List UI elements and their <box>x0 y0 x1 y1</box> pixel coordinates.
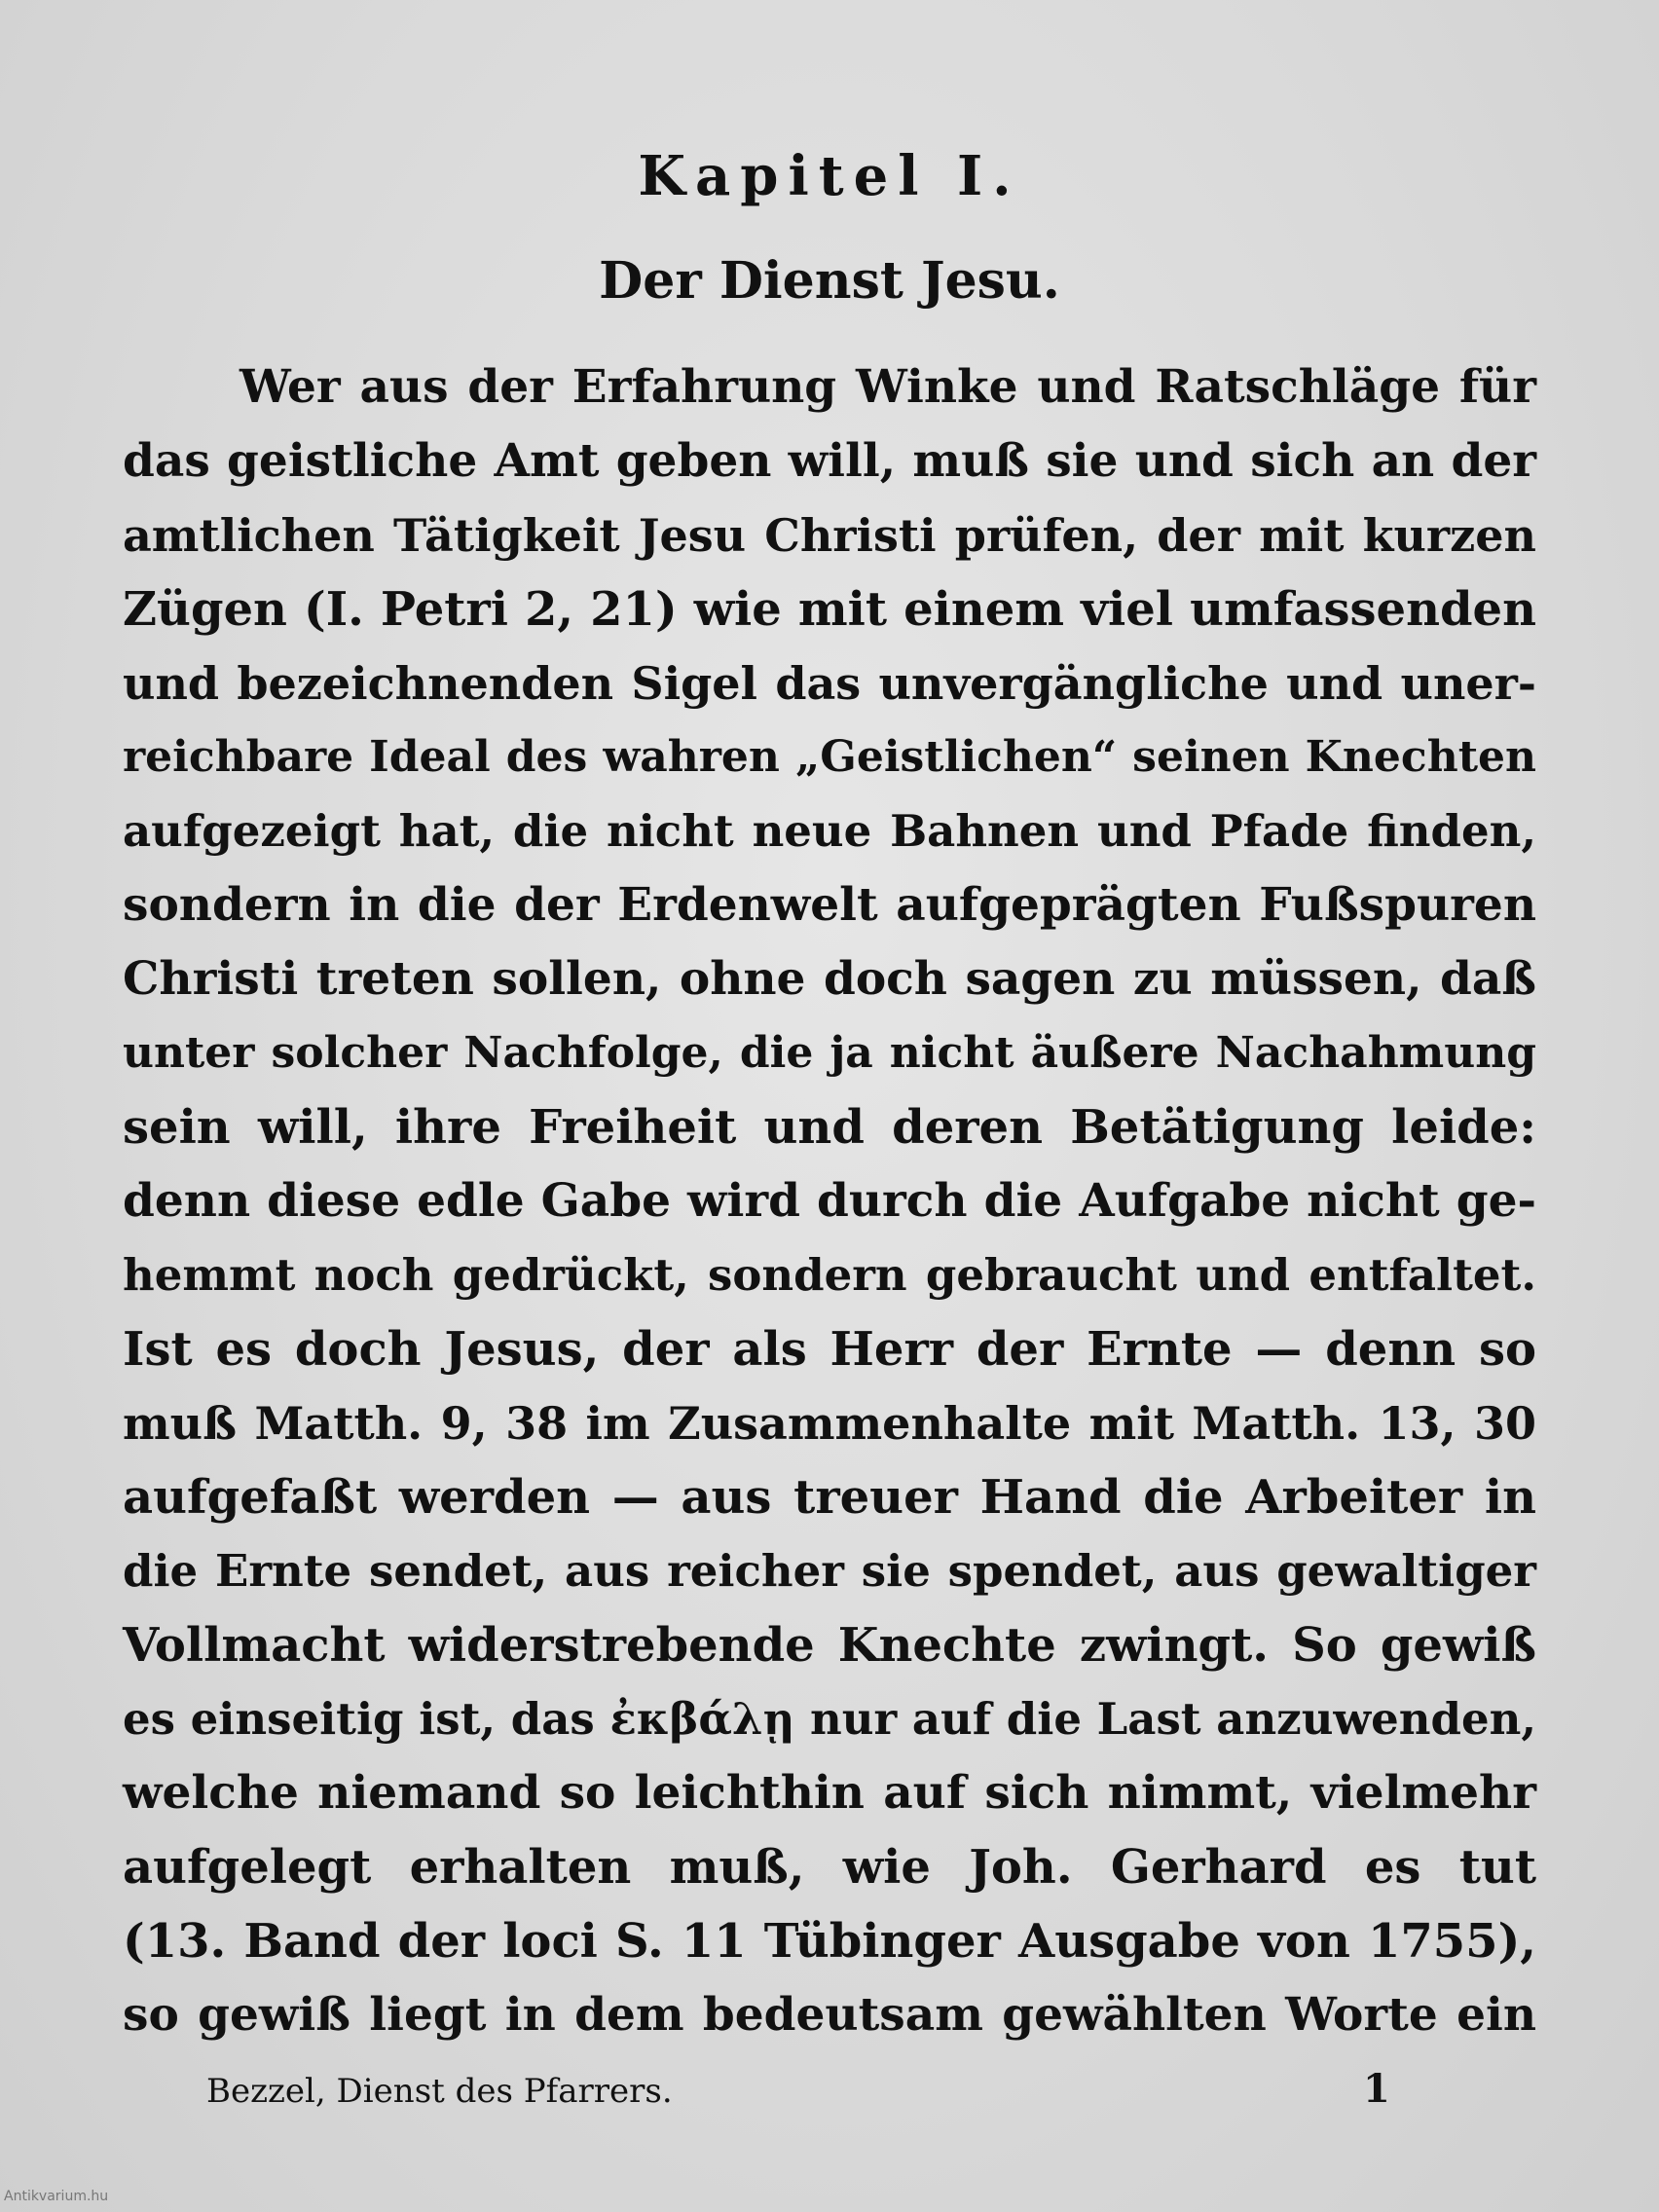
text-line: (13. Band der loci S. 11 Tübinger Ausgabe von 1755), <box>123 1914 1536 1969</box>
text-line: und bezeichnenden Sigel das unvergängliche und uner- <box>123 657 1536 710</box>
chapter-subtitle: Der Dienst Jesu. <box>599 251 1060 311</box>
text-line: Christi treten sollen, ohne doch sagen zu müssen, daß <box>123 952 1536 1006</box>
text-line: aufgefaßt werden — aus treuer Hand die Arbeiter in <box>123 1470 1536 1525</box>
text-line: Zügen (I. Petri 2, 21) wie mit einem viel umfassenden <box>123 582 1536 637</box>
text-line: sondern in die der Erdenwelt aufgeprägten Fußspuren <box>123 878 1536 932</box>
text-line: amtlichen Tätigkeit Jesu Christi prüfen, der mit kurzen <box>123 509 1536 562</box>
text-line: reichbare Ideal des wahren „Geistlichen“ seinen Knechten <box>123 732 1536 782</box>
text-line: aufgelegt erhalten muß, wie Joh. Gerhard es tut <box>123 1840 1536 1895</box>
text-line: welche niemand so leichthin auf sich nimmt, vielmehr <box>123 1766 1536 1820</box>
text-line: so gewiß liegt in dem bedeutsam gewählten Worte ein <box>123 1988 1536 2042</box>
text-line: Vollmacht widerstrebende Knechte zwingt. So gewiß <box>123 1618 1536 1673</box>
watermark: Antikvarium.hu <box>4 2189 109 2204</box>
text-line: die Ernte sendet, aus reicher sie spendet, aus gewaltiger <box>123 1545 1536 1597</box>
text-line: muß Matth. 9, 38 im Zusammenhalte mit Matth. 13, 30 <box>123 1397 1536 1450</box>
chapter-heading: Kapitel I. <box>638 144 1021 208</box>
text-line: hemmt noch gedrückt, sondern gebraucht und entfaltet. <box>123 1249 1536 1301</box>
text-line: aufgezeigt hat, die nicht neue Bahnen und Pfade finden, <box>123 805 1536 857</box>
text-line: es einseitig ist, das ἐκβάλῃ nur auf die Last anzuwenden, <box>123 1693 1536 1745</box>
body-paragraph <box>123 350 1536 2052</box>
text-line: Ist es doch Jesus, der als Herr der Ernte — denn so <box>123 1322 1536 1377</box>
running-footer-title: Bezzel, Dienst des Pfarrers. <box>206 2072 673 2111</box>
page-number: 1 <box>1363 2066 1390 2112</box>
text-line: denn diese edle Gabe wird durch die Aufgabe nicht ge- <box>123 1174 1536 1228</box>
text-line: sein will, ihre Freiheit und deren Betätigung leide: <box>123 1100 1536 1155</box>
text-line: das geistliche Amt geben will, muß sie und sich an der <box>123 434 1536 488</box>
text-line: Wer aus der Erfahrung Winke und Ratschläge für <box>240 360 1536 414</box>
text-line: unter solcher Nachfolge, die ja nicht äußere Nachahmung <box>123 1028 1536 1078</box>
